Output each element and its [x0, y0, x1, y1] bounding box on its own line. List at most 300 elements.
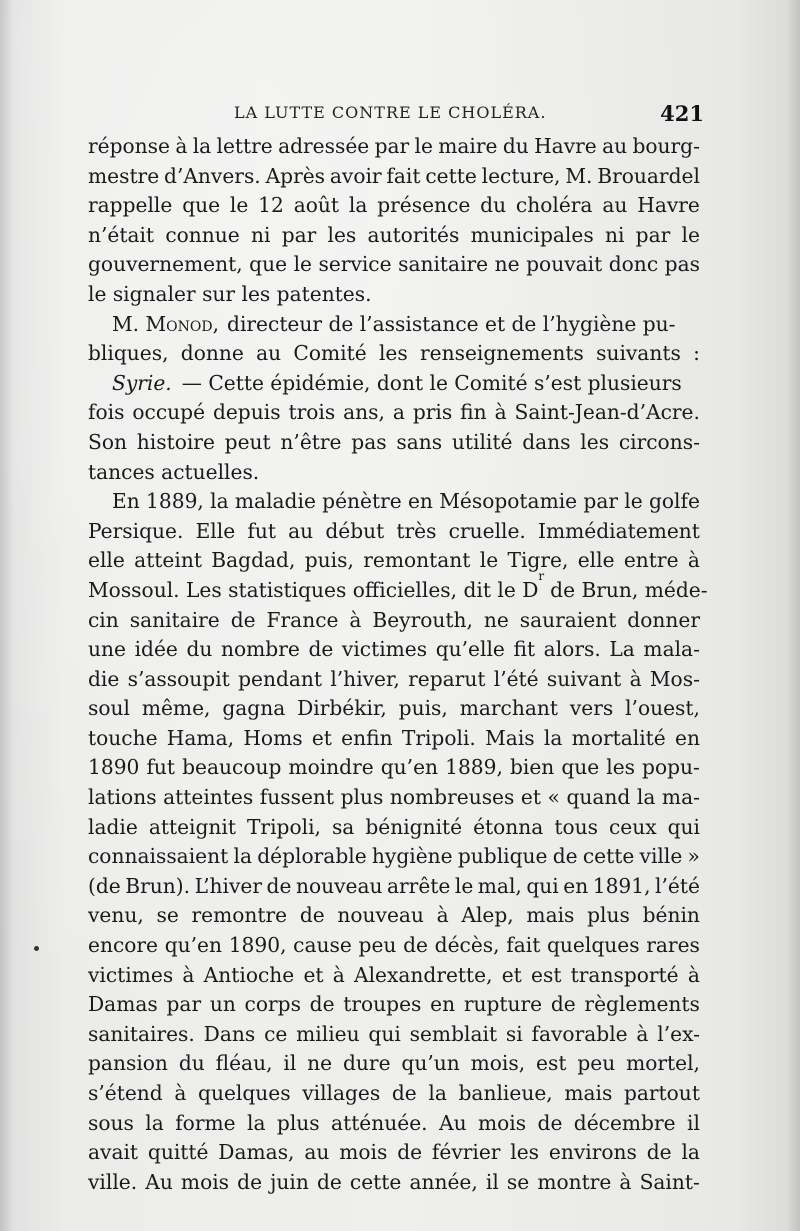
word: sanitaire: [398, 252, 489, 277]
word: sanitaire: [129, 607, 220, 632]
word: banlieue,: [458, 1081, 553, 1105]
word: Antioche: [203, 962, 295, 987]
word: à: [349, 607, 362, 632]
word: nombreuses: [389, 785, 515, 810]
word: en: [407, 489, 433, 514]
word: atteignit: [148, 814, 236, 839]
word: par: [583, 489, 619, 514]
line-text: — Cette épidémie, dont le Comité s’est plusieurs: [181, 370, 682, 395]
text-line: [88, 783, 700, 813]
word: Saint-Jean-d’Acre.: [514, 400, 700, 425]
word: peu: [358, 933, 397, 958]
text-line: [88, 339, 700, 369]
word: qui: [667, 814, 700, 839]
word: environs: [548, 1140, 637, 1165]
word: maire: [438, 134, 498, 158]
word: présence: [377, 193, 471, 218]
word: se: [506, 1169, 530, 1194]
word: la: [428, 1081, 447, 1105]
word: de: [299, 903, 325, 928]
text-line: [88, 694, 700, 724]
word: maladie: [234, 489, 316, 514]
word: atteint: [134, 548, 202, 573]
word: montre: [537, 1169, 612, 1194]
page-edge-shadow-left: [0, 0, 14, 1231]
line-text: tances actuelles.: [88, 459, 260, 484]
text-line: [88, 606, 700, 636]
word: réponse: [88, 134, 170, 158]
word: favorable: [531, 1021, 628, 1046]
word: nombre: [221, 637, 300, 662]
word: L’hiver: [194, 873, 263, 898]
word: fait: [386, 163, 421, 188]
text-line: [88, 842, 700, 872]
text-line: [88, 428, 700, 458]
word: Damas: [88, 992, 158, 1017]
word: pris: [412, 400, 453, 425]
text-line: [88, 517, 700, 547]
word: qui: [526, 873, 559, 898]
word: bourg-: [632, 134, 700, 158]
word: même,: [141, 696, 211, 721]
section-label: Syrie.: [112, 370, 172, 395]
word: «: [547, 785, 560, 810]
word: au: [288, 518, 314, 543]
word: du: [186, 637, 213, 662]
word: et: [501, 962, 522, 987]
word: donne: [180, 341, 244, 366]
word: et: [303, 962, 324, 987]
word: suivant: [546, 666, 622, 691]
word: fin: [460, 400, 487, 425]
text-line: [88, 872, 700, 902]
word: Beyrouth,: [372, 607, 473, 632]
word: mois: [339, 1140, 388, 1165]
word: Bagdad,: [211, 548, 296, 573]
word: marchant: [459, 696, 558, 721]
word: le: [479, 548, 499, 573]
word: beaucoup: [182, 755, 282, 780]
word: par: [635, 222, 671, 247]
word: à: [174, 1081, 187, 1105]
word: la: [348, 193, 368, 218]
word: touche: [88, 725, 158, 750]
word: gagna: [222, 696, 286, 721]
word: par: [374, 134, 410, 158]
word: le: [624, 489, 643, 514]
word: l’hiver,: [330, 666, 400, 691]
word: de: [316, 1169, 342, 1194]
word: pendant: [238, 666, 323, 691]
word: villages: [302, 1081, 381, 1105]
word: municipales: [470, 222, 594, 247]
word: l’ex-: [657, 1021, 700, 1046]
word: se: [156, 903, 179, 928]
text-line: [88, 665, 700, 695]
word: milieu: [296, 1021, 360, 1046]
word: Elle: [195, 518, 236, 543]
text-line: [88, 369, 700, 399]
word: à: [629, 666, 642, 691]
word: mortel,: [626, 1051, 700, 1076]
text-line: [88, 487, 700, 517]
word: puis,: [304, 548, 354, 573]
word: connaissaient: [88, 844, 229, 869]
word: Dirbékir,: [297, 696, 387, 721]
text-line: [88, 813, 700, 843]
word: elle: [577, 548, 615, 573]
line-text: Mossoul. Les statistiques officielles, dit le D: [88, 577, 539, 602]
word: sous: [88, 1110, 134, 1135]
word: à: [687, 548, 700, 573]
word: bliques,: [88, 341, 169, 366]
text-line: [88, 753, 700, 783]
word: à: [636, 1021, 649, 1046]
word: la: [246, 1110, 266, 1135]
word: au: [602, 134, 628, 158]
speaker-name: M. Monod,: [112, 311, 220, 336]
word: dure: [343, 1051, 391, 1076]
word: août: [293, 193, 340, 218]
word: l’été: [655, 873, 700, 898]
word: pansion: [88, 1051, 168, 1076]
word: entre: [623, 548, 679, 573]
word: Immédiatement: [538, 518, 700, 543]
text-line: [88, 1049, 700, 1079]
word: ceux: [608, 814, 657, 839]
word: le: [229, 193, 249, 218]
word: du: [502, 134, 529, 158]
text-line: [88, 635, 700, 665]
word: elle: [88, 548, 125, 573]
word: 1890,: [228, 933, 287, 958]
word: die: [88, 666, 120, 691]
word: Au: [145, 1169, 173, 1194]
word: très: [396, 518, 437, 543]
word: ce: [264, 1021, 288, 1046]
text-line: [88, 931, 700, 961]
word: la: [543, 725, 563, 750]
word: ne: [307, 1051, 333, 1076]
word: ne: [494, 252, 520, 277]
word: l’ouest,: [625, 696, 700, 721]
text-line: [88, 724, 700, 754]
superscript: r: [538, 568, 545, 583]
word: Après: [265, 163, 326, 188]
word: plus: [587, 903, 630, 928]
word: Son: [88, 429, 127, 454]
word: ans,: [343, 400, 385, 425]
word: adressée: [278, 134, 370, 158]
word: au: [304, 1140, 330, 1165]
page-number: 421: [660, 101, 704, 126]
word: en: [563, 873, 589, 898]
word: de: [308, 637, 334, 662]
word: qui: [368, 1021, 401, 1046]
word: En: [112, 489, 140, 514]
word: a: [392, 400, 405, 425]
word: Havre: [637, 193, 700, 218]
word: 12: [258, 193, 284, 218]
word: qu’un: [401, 1051, 460, 1076]
word: atteintes: [163, 785, 254, 810]
word: ville: [639, 844, 683, 869]
word: mois: [180, 1169, 230, 1194]
word: de: [646, 1140, 672, 1165]
word: suivants: [596, 341, 681, 366]
word: soul: [88, 696, 130, 721]
word: hygiène: [371, 844, 453, 869]
word: rares: [646, 933, 700, 958]
word: :: [693, 341, 700, 366]
word: Hama,: [166, 725, 235, 750]
text-line: [88, 990, 700, 1020]
word: autorités: [367, 222, 460, 247]
word: mortalité: [571, 725, 666, 750]
word: ne: [483, 607, 509, 632]
word: qu’elle: [435, 637, 505, 662]
word: déplorable: [257, 844, 367, 869]
word: les: [580, 429, 610, 454]
word: le: [414, 134, 433, 158]
line-text: de Brun, méde-: [550, 577, 708, 602]
word: règlements: [584, 992, 700, 1017]
word: gouvernement,: [88, 252, 243, 277]
word: il: [687, 1110, 700, 1135]
word: mais: [526, 903, 575, 928]
word: cause: [293, 933, 352, 958]
word: Brun).: [125, 873, 191, 898]
word: donc: [608, 252, 659, 277]
word: arrête: [387, 873, 451, 898]
line-text: le signaler sur les patentes.: [88, 281, 372, 306]
word: atténuée.: [331, 1110, 428, 1135]
text-line: [88, 901, 700, 931]
word: de: [230, 607, 256, 632]
word: dans: [522, 429, 571, 454]
word: Saint-: [639, 1169, 700, 1194]
word: de: [550, 992, 576, 1017]
word: partout: [623, 1081, 700, 1105]
text-line: [88, 162, 700, 192]
word: tous: [554, 814, 598, 839]
word: à: [687, 962, 700, 987]
word: mois,: [470, 1051, 526, 1076]
word: occupé: [132, 400, 206, 425]
word: une: [88, 637, 126, 662]
word: popu-: [642, 755, 700, 780]
word: Au: [438, 1110, 467, 1135]
word: 1890: [88, 755, 140, 780]
word: ni: [250, 222, 271, 247]
text-line: [88, 546, 700, 576]
word: mestre: [88, 163, 160, 188]
word: fléau,: [215, 1051, 273, 1076]
word: la: [681, 1140, 700, 1165]
word: décembre: [573, 1110, 676, 1135]
text-line: [88, 132, 700, 162]
word: reparut: [408, 666, 486, 691]
word: Homs: [243, 725, 303, 750]
word: juin: [270, 1169, 309, 1194]
word: sauraient: [519, 607, 617, 632]
word: mais: [564, 1081, 613, 1105]
running-title: LA LUTTE CONTRE LE CHOLÉRA.: [234, 103, 547, 122]
word: à: [436, 903, 449, 928]
word: transporté: [570, 962, 679, 987]
word: les: [606, 755, 635, 780]
word: de: [552, 844, 578, 869]
word: n’était: [88, 222, 155, 247]
word: début: [325, 518, 385, 543]
text-line: [88, 221, 700, 251]
word: que: [182, 193, 221, 218]
word: de: [391, 1081, 417, 1105]
word: sans: [396, 429, 443, 454]
word: en: [675, 725, 700, 750]
word: rappelle: [88, 193, 173, 218]
word: 1891,: [592, 873, 651, 898]
word: le: [681, 222, 700, 247]
word: pénètre: [322, 489, 402, 514]
word: Brouardel: [597, 163, 700, 188]
text-line: [88, 280, 700, 310]
word: M.: [565, 163, 593, 188]
word: corps: [244, 992, 301, 1017]
word: à: [175, 134, 188, 158]
word: avoir: [329, 163, 382, 188]
word: rupture: [463, 992, 543, 1017]
word: forme: [175, 1110, 236, 1135]
word: la: [233, 844, 252, 869]
word: lettre: [216, 134, 273, 158]
word: qu’en: [380, 755, 439, 780]
line-text: directeur de l’assistance et de l’hygiène pu-: [227, 311, 676, 336]
word: ville.: [88, 1169, 138, 1194]
word: au: [256, 341, 282, 366]
word: enfin: [341, 725, 393, 750]
word: encore: [88, 933, 159, 958]
word: la: [210, 489, 229, 514]
word: Mos-: [649, 666, 700, 691]
word: de: [403, 933, 428, 958]
word: (de: [88, 873, 121, 898]
text-line: [88, 1168, 700, 1198]
word: le: [293, 252, 312, 277]
word: de: [537, 1110, 563, 1135]
text-line: [88, 398, 700, 428]
word: cette: [582, 844, 635, 869]
word: renseignements: [420, 341, 584, 366]
word: utilité: [451, 429, 513, 454]
word: Dans: [203, 1021, 256, 1046]
word: alors.: [543, 637, 601, 662]
word: et: [311, 725, 332, 750]
word: fussent: [259, 785, 335, 810]
word: Mésopotamie: [439, 489, 578, 514]
word: que: [249, 252, 288, 277]
word: trois: [288, 400, 336, 425]
margin-mark: [34, 946, 39, 951]
text-line: [88, 250, 700, 280]
word: ladie: [88, 814, 138, 839]
word: pouvait: [526, 252, 603, 277]
word: nouveau: [337, 903, 424, 928]
word: février: [431, 1140, 501, 1165]
word: la: [192, 134, 212, 158]
word: cette: [425, 163, 477, 188]
text-line: [88, 458, 700, 488]
word: la: [145, 1110, 164, 1135]
word: et: [520, 785, 541, 810]
word: histoire: [136, 429, 215, 454]
word: Tripoli.: [401, 725, 476, 750]
word: Damas,: [218, 1140, 295, 1165]
word: du: [480, 193, 507, 218]
word: année,: [409, 1169, 478, 1194]
word: avait: [88, 1140, 139, 1165]
word: publique: [457, 844, 548, 869]
text-line: [88, 568, 708, 606]
word: en: [430, 992, 456, 1017]
text-line: [88, 961, 700, 991]
word: qu’en: [164, 933, 222, 958]
word: connue: [165, 222, 240, 247]
word: bénin: [642, 903, 700, 928]
word: de: [309, 992, 335, 1017]
page-edge-shadow-right: [786, 0, 800, 1231]
word: de: [237, 1169, 263, 1194]
word: fut: [247, 518, 276, 543]
word: mal,: [477, 873, 522, 898]
word: victimes: [88, 962, 174, 987]
word: plus: [340, 785, 384, 810]
word: 1889,: [445, 755, 503, 780]
word: fit: [513, 637, 536, 662]
word: puis,: [398, 696, 448, 721]
word: Comité: [293, 341, 367, 366]
word: par: [281, 222, 317, 247]
word: quelques: [198, 1081, 291, 1105]
word: fait: [506, 933, 541, 958]
word: Alexandrette,: [354, 962, 493, 987]
word: la: [636, 785, 656, 810]
word: mala-: [643, 637, 700, 662]
word: idée: [134, 637, 178, 662]
word: semblait: [409, 1021, 498, 1046]
word: il: [283, 1051, 297, 1076]
word: au: [602, 193, 628, 218]
word: »: [687, 844, 700, 869]
running-head: [92, 101, 706, 129]
text-line: [88, 310, 700, 340]
word: de: [397, 1140, 423, 1165]
word: Havre: [534, 134, 597, 158]
word: est: [536, 1051, 567, 1076]
word: ni: [604, 222, 625, 247]
word: fois: [88, 400, 125, 425]
word: pas: [664, 252, 700, 277]
word: l’été: [493, 666, 539, 691]
word: si: [505, 1021, 523, 1046]
word: victimes: [341, 637, 428, 662]
word: Tigre,: [507, 548, 569, 573]
text-line: [88, 1079, 700, 1109]
word: France: [266, 607, 339, 632]
word: n’être: [280, 429, 342, 454]
word: service: [318, 252, 392, 277]
word: Mais: [485, 725, 535, 750]
